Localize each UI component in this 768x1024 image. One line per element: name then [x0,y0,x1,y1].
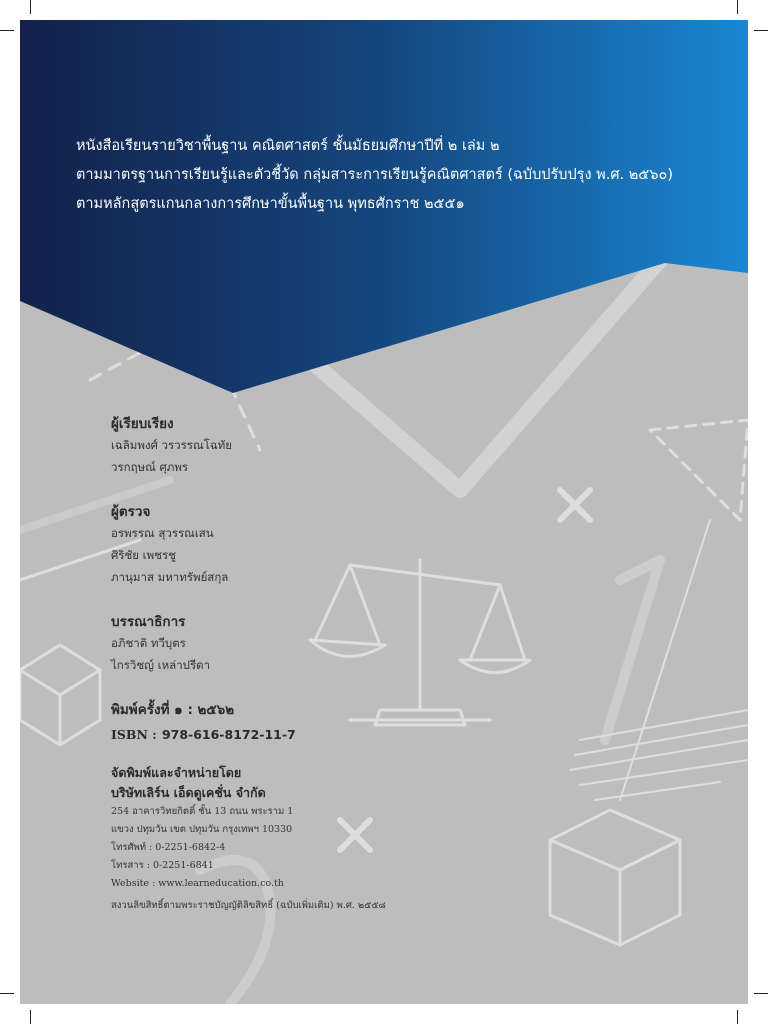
book-title-line: หนังสือเรียนรายวิชาพื้นฐาน คณิตศาสตร์ ชั้นมัธยมศึกษาปีที่ ๒ เล่ม ๒ [76,138,500,154]
crop-mark-top-right-h [754,30,768,31]
crop-mark-bottom-right-v [737,1010,738,1024]
curriculum-line: ตามหลักสูตรแกนกลางการศึกษาขั้นพื้นฐาน พุทธศักราช ๒๕๕๑ [76,196,465,212]
publisher-phone: โทรศัพท์ : 0-2251-6842-4 [111,842,226,853]
publisher-address-line: แขวง ปทุมวัน เขต ปทุมวัน กรุงเทพฯ 10330 [111,824,293,835]
crop-mark-top-left-h [0,30,14,31]
author-name: เฉลิมพงศ์ วรวรรณโฉทัย [111,438,232,452]
number-one-icon [605,560,660,740]
author-name: วรกฤษณ์ ศุภพร [111,460,189,474]
reviewer-name: ภานุมาส มหาทรัพย์สกุล [111,570,229,584]
standards-line: ตามมาตรฐานการเรียนรู้และตัวชี้วัด กลุ่มสาระการเรียนรู้คณิตศาสตร์ (ฉบับปรับปรุง พ.ศ. ๒๕๖๐) [76,167,673,183]
isbn-label: ISBN : [111,727,157,742]
book-title-block [76,132,736,219]
print-edition: พิมพ์ครั้งที่ ๑ : ๒๕๖๒ [111,702,235,718]
crop-mark-top-right-v [737,0,738,14]
cube-icon [550,810,680,945]
editors-heading: บรรณาธิการ [111,614,186,630]
publisher-fax: โทรสาร : 0-2251-6841 [111,860,214,871]
editor-name: อภิชาติ ทวีบุตร [111,636,186,650]
crop-mark-top-left-v [30,0,31,14]
back-cover-page [20,20,748,1004]
credits-section [111,410,471,915]
cube-icon [20,645,100,745]
publisher-website: Website : www.learneducation.co.th [111,878,284,889]
isbn-line [111,724,471,743]
plus-sign-icon [560,490,590,520]
isbn-number: 978-616-8172-11-7 [161,727,296,742]
publisher-name: บริษัทเลิร์น เอ็ดดูเคชั่น จำกัด [111,785,266,800]
dashed-triangle-icon [650,420,748,520]
crop-mark-bottom-left-v [30,1010,31,1024]
copyright-notice: สงวนลิขสิทธิ์ตามพระราชบัญญัติลิขสิทธิ์ (ฉบับเพิ่มเติม) พ.ศ. ๒๕๕๘ [111,900,386,911]
publisher-heading: จัดพิมพ์และจำหน่ายโดย [111,765,242,780]
authors-heading: ผู้เรียบเรียง [111,416,174,432]
editor-name: ไกรวิชญ์ เหล่าปรีดา [111,658,211,672]
reviewer-name: ศิริชัย เพชรชู [111,548,176,562]
reviewers-heading: ผู้ตรวจ [111,504,151,520]
crop-mark-bottom-left-h [0,993,14,994]
reviewer-name: อรพรรณ สุวรรณเสน [111,526,214,540]
crop-mark-bottom-right-h [754,993,768,994]
publisher-address-line: 254 อาคารวิทยกิตติ์ ชั้น 13 ถนน พระราม 1 [111,806,294,817]
